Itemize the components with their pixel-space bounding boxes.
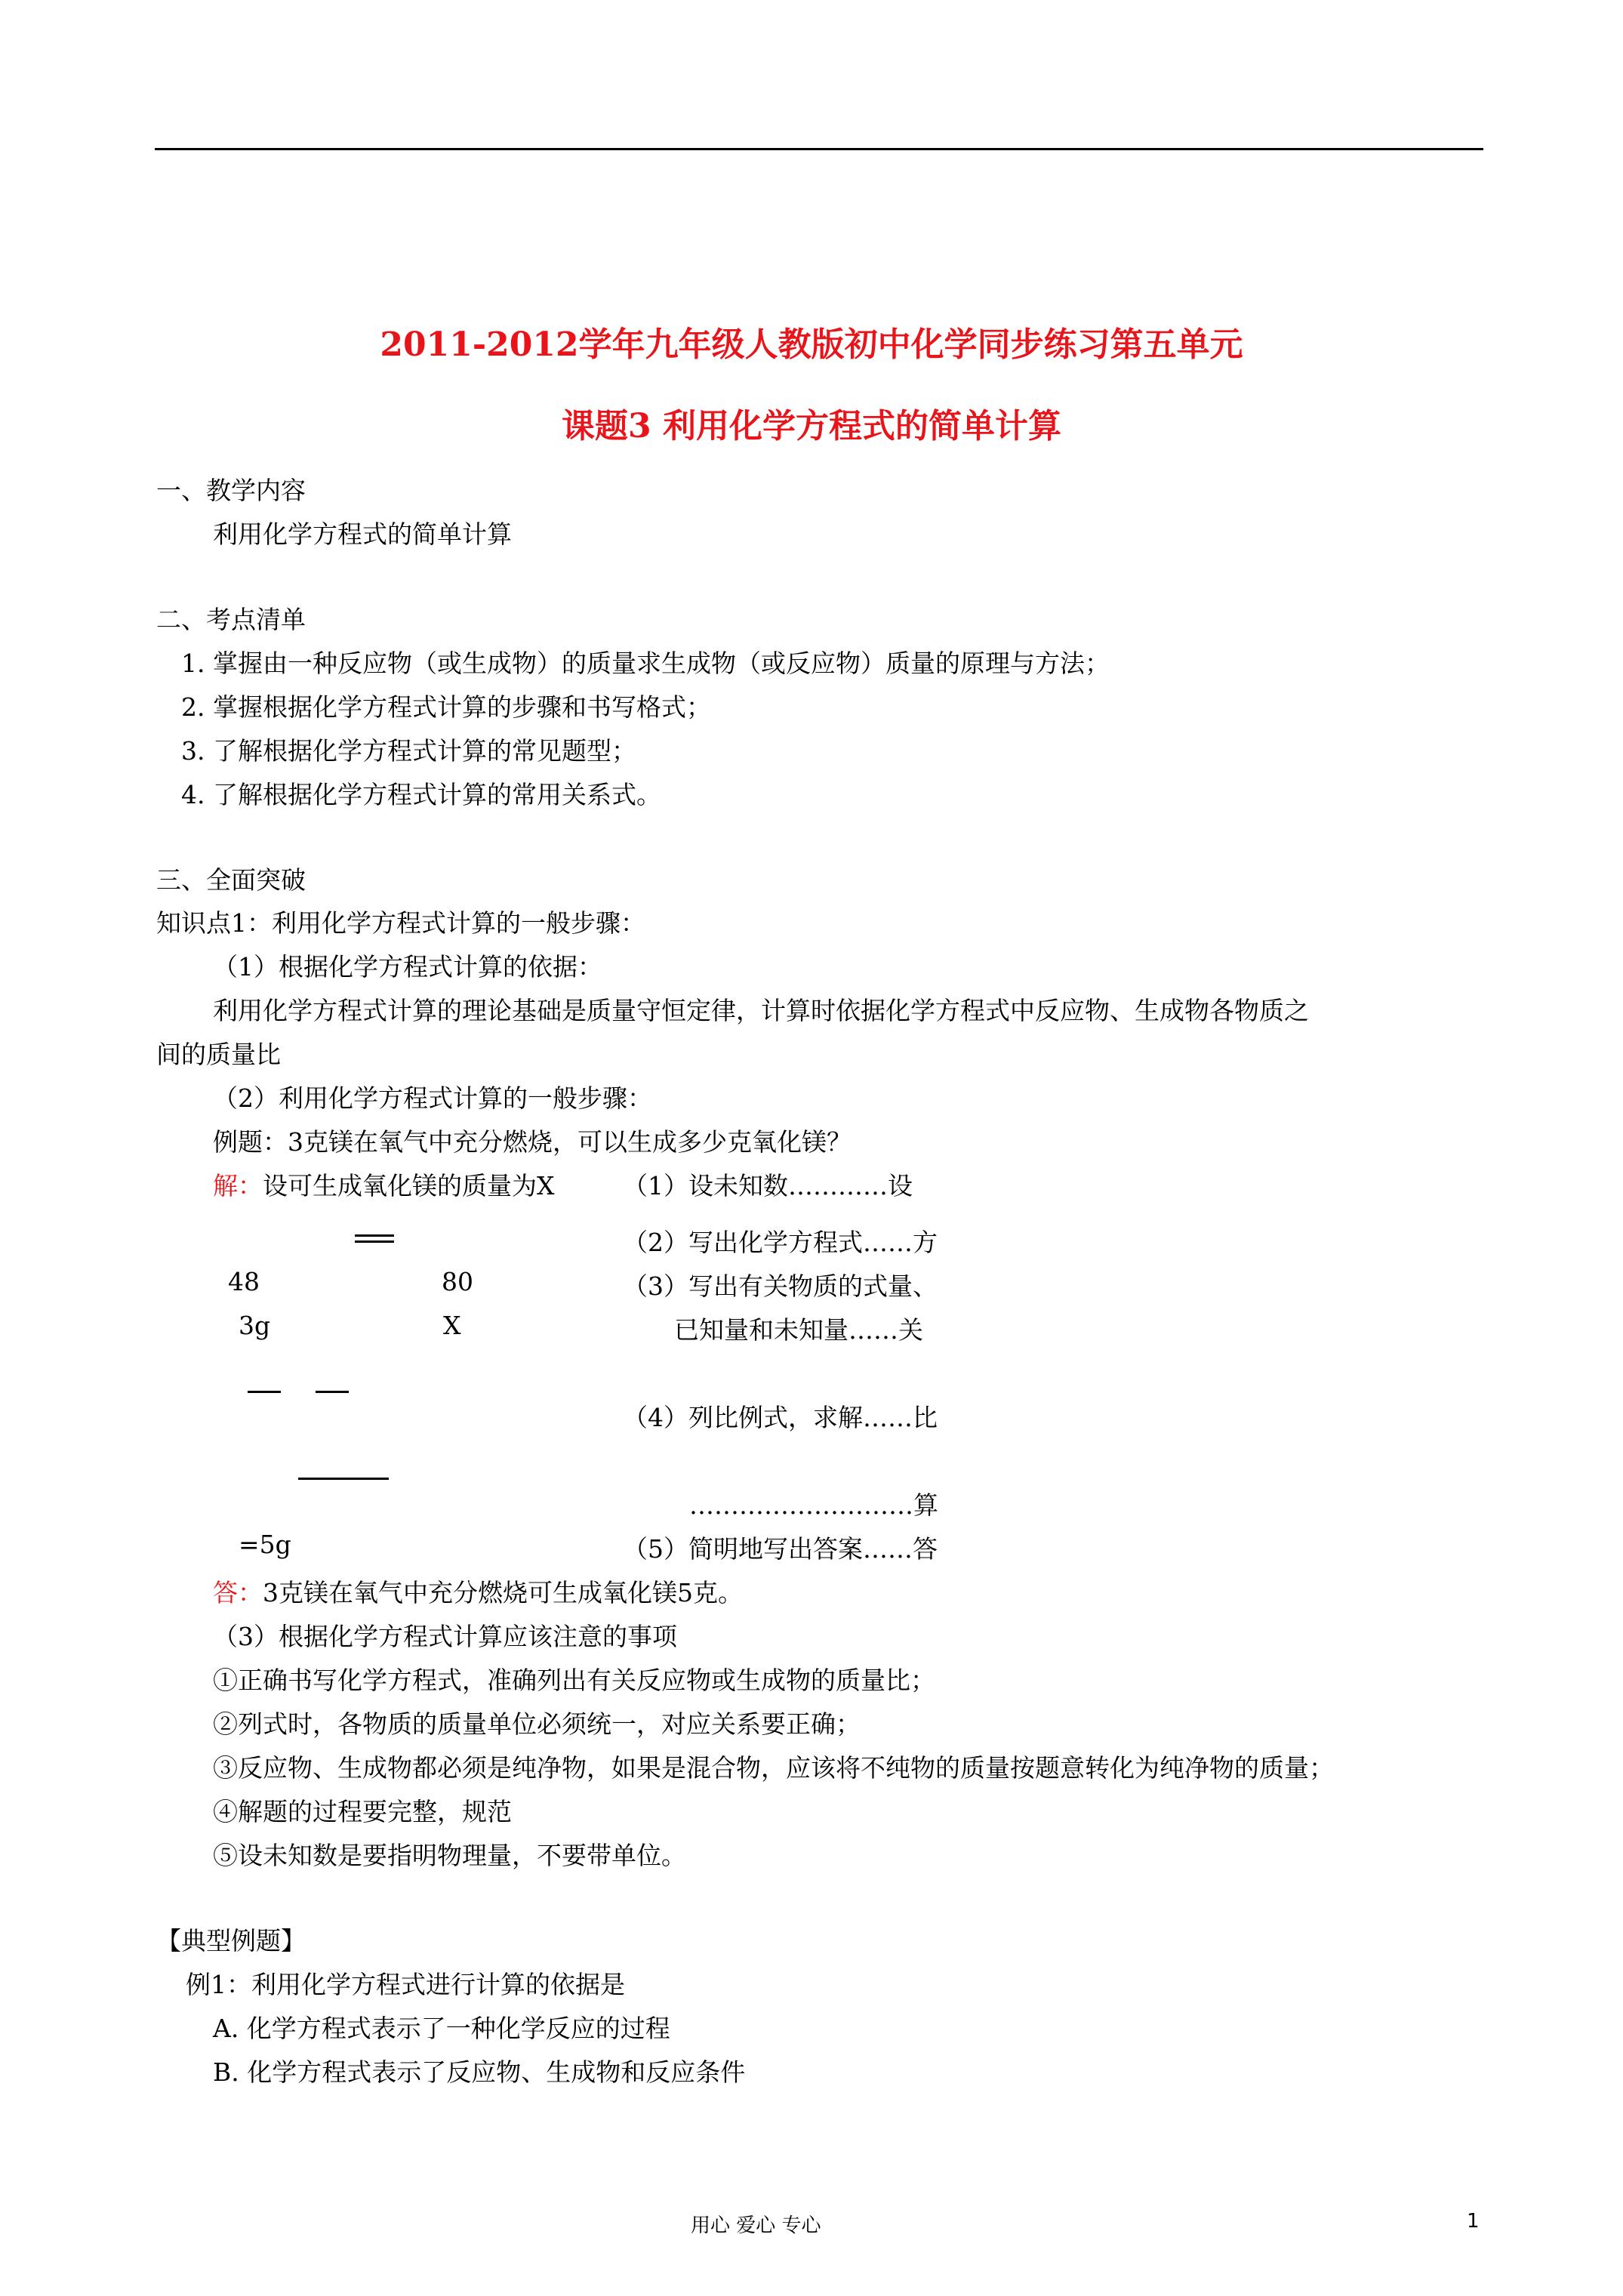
- step-4b: ………………………算: [689, 1490, 938, 1520]
- subheading-steps: （2）利用化学方程式计算的一般步骤：: [213, 1083, 652, 1113]
- result-value: =5g: [239, 1530, 291, 1559]
- page-number: 1: [1467, 2210, 1480, 2233]
- document-title: 2011-2012学年九年级人教版初中化学同步练习第五单元: [380, 325, 1243, 364]
- equation-bar-bottom: [355, 1240, 394, 1243]
- molar-mass-mg: 48: [228, 1267, 260, 1296]
- section1-heading: 一、教学内容: [156, 476, 306, 505]
- known-mass: 3g: [239, 1311, 271, 1340]
- solution-text: 设可生成氧化镁的质量为X: [263, 1171, 555, 1200]
- option-a: A. 化学方程式表示了一种化学反应的过程: [213, 2014, 670, 2043]
- answer-line: [213, 1573, 743, 1609]
- fraction-bar: [316, 1391, 349, 1393]
- solution-line: [213, 1166, 555, 1202]
- example-1-question: 例1：利用化学方程式进行计算的依据是: [186, 1970, 625, 1999]
- section2-item: 4. 了解根据化学方程式计算的常用关系式。: [181, 780, 661, 809]
- note-item: ②列式时，各物质的质量单位必须统一，对应关系要正确；: [213, 1709, 861, 1739]
- document-subtitle: 课题3 利用化学方程式的简单计算: [562, 407, 1061, 445]
- fraction-bar: [298, 1478, 389, 1480]
- section1-body: 利用化学方程式的简单计算: [213, 519, 512, 549]
- note-item: ①正确书写化学方程式，准确列出有关反应物或生成物的质量比；: [213, 1666, 935, 1695]
- equation-bar-top: [355, 1234, 394, 1237]
- molar-mass-mgo: 80: [442, 1267, 473, 1296]
- answer-text: 3克镁在氧气中充分燃烧可生成氧化镁5克。: [263, 1578, 743, 1607]
- note-item: ⑤设未知数是要指明物理量，不要带单位。: [213, 1841, 686, 1870]
- section2-item: 3. 了解根据化学方程式计算的常见题型；: [181, 736, 636, 766]
- example-question: 例题：3克镁在氧气中充分燃烧，可以生成多少克氧化镁？: [213, 1127, 852, 1157]
- solution-label: 解：: [213, 1171, 263, 1200]
- note-item: ③反应物、生成物都必须是纯净物，如果是混合物，应该将不纯物的质量按题意转化为纯净物的质量；: [213, 1753, 1334, 1783]
- section2-item: 2. 掌握根据化学方程式计算的步骤和书写格式；: [181, 692, 711, 722]
- step-4: （4）列比例式，求解……比: [623, 1403, 938, 1432]
- step-1: （1）设未知数…………设: [623, 1171, 913, 1200]
- unknown-mass: X: [443, 1311, 461, 1340]
- option-b: B. 化学方程式表示了反应物、生成物和反应条件: [213, 2057, 746, 2087]
- step-5: （5）简明地写出答案……答: [623, 1534, 938, 1564]
- knowledge-point-1: 知识点1：利用化学方程式计算的一般步骤：: [156, 908, 645, 938]
- basis-text-line2: 间的质量比: [156, 1040, 281, 1069]
- section2-item: 1. 掌握由一种反应物（或生成物）的质量求生成物（或反应物）质量的原理与方法；: [181, 649, 1110, 678]
- step-3a: （3）写出有关物质的式量、: [623, 1271, 938, 1301]
- subheading-notes: （3）根据化学方程式计算应该注意的事项: [213, 1622, 677, 1651]
- header-rule: [155, 148, 1483, 150]
- footer-text: 用心 爱心 专心: [691, 2214, 821, 2237]
- answer-label: 答：: [213, 1578, 263, 1607]
- subheading-basis: （1）根据化学方程式计算的依据：: [213, 952, 602, 982]
- step-2: （2）写出化学方程式……方: [623, 1228, 938, 1257]
- section3-heading: 三、全面突破: [156, 865, 306, 895]
- step-3b: 已知量和未知量……关: [674, 1315, 923, 1345]
- typical-examples-heading: 【典型例题】: [156, 1926, 306, 1955]
- section2-heading: 二、考点清单: [156, 605, 306, 634]
- basis-text-line1: 利用化学方程式计算的理论基础是质量守恒定律，计算时依据化学方程式中反应物、生成物各物质之: [213, 996, 1309, 1025]
- fraction-bar: [248, 1391, 281, 1393]
- note-item: ④解题的过程要完整，规范: [213, 1797, 512, 1826]
